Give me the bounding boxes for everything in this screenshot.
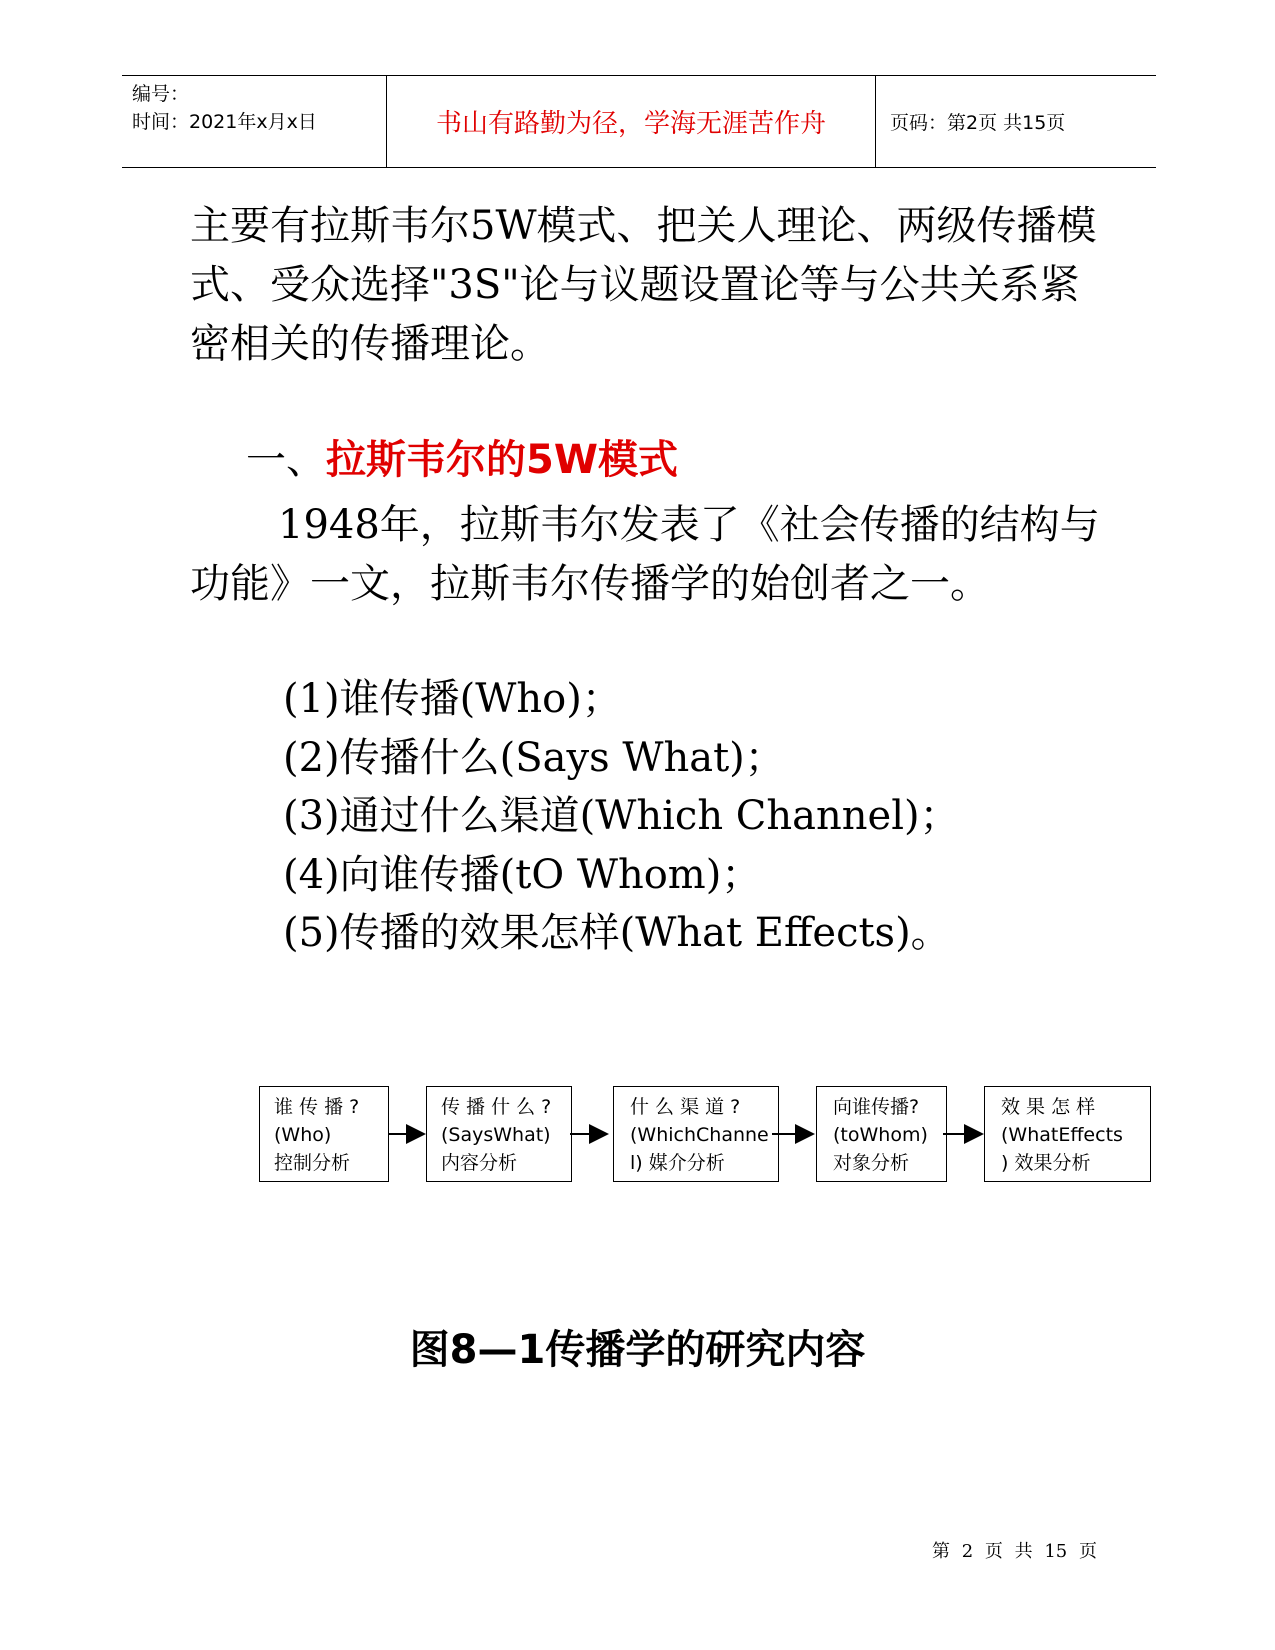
document-number-label: 编号：: [132, 83, 190, 105]
figure-caption: 图8—1传播学的研究内容: [409, 1327, 866, 1373]
list-item: (1)谁传播(Who)；: [283, 676, 622, 722]
list-item: (5)传播的效果怎样(What Effects)。: [283, 910, 951, 956]
page-footer: 第 2 页 共 15 页: [932, 1541, 1097, 1562]
header-page-info: 页码：第2页 共15页: [890, 112, 1066, 134]
intro-paragraph: 主要有拉斯韦尔5W模式、把关人理论、两级传播模式、受众选择"3S"论与议题设置论等与公共关系紧密相关的传播理论。: [190, 203, 1097, 367]
document-time: 时间：2021年x月x日: [132, 111, 317, 133]
five-w-list: [283, 670, 960, 963]
section-heading: [246, 430, 678, 490]
list-item: (2)传播什么(Says What)；: [283, 734, 785, 781]
header-meta: [122, 76, 386, 167]
flow-box-says-what: 传 播 什 么 ? (SaysWhat) 内容分析: [426, 1086, 572, 1182]
flow-box-who: 谁 传 播 ? (Who) 控制分析: [259, 1086, 389, 1182]
flow-box-to-whom: 向谁传播? (toWhom) 对象分析: [816, 1086, 947, 1182]
list-item: (4)向谁传播(tO Whom)；: [283, 851, 762, 898]
section-number: 一、: [246, 437, 326, 483]
flow-box-what-effects: 效 果 怎 样 (WhatEffects ) 效果分析: [984, 1086, 1151, 1182]
flow-box-which-channel: 什 么 渠 道 ? (WhichChanne l) 媒介分析: [613, 1086, 779, 1182]
list-item: (3)通过什么渠道(Which Channel)；: [283, 793, 960, 839]
page-header: [122, 75, 1156, 168]
header-motto: 书山有路勤为径，学海无涯苦作舟: [386, 76, 876, 167]
body-paragraph: 1948年，拉斯韦尔发表了《社会传播的结构与功能》一文，拉斯韦尔传播学的始创者之一。: [190, 502, 1100, 607]
section-title: 拉斯韦尔的5W模式: [326, 437, 678, 483]
